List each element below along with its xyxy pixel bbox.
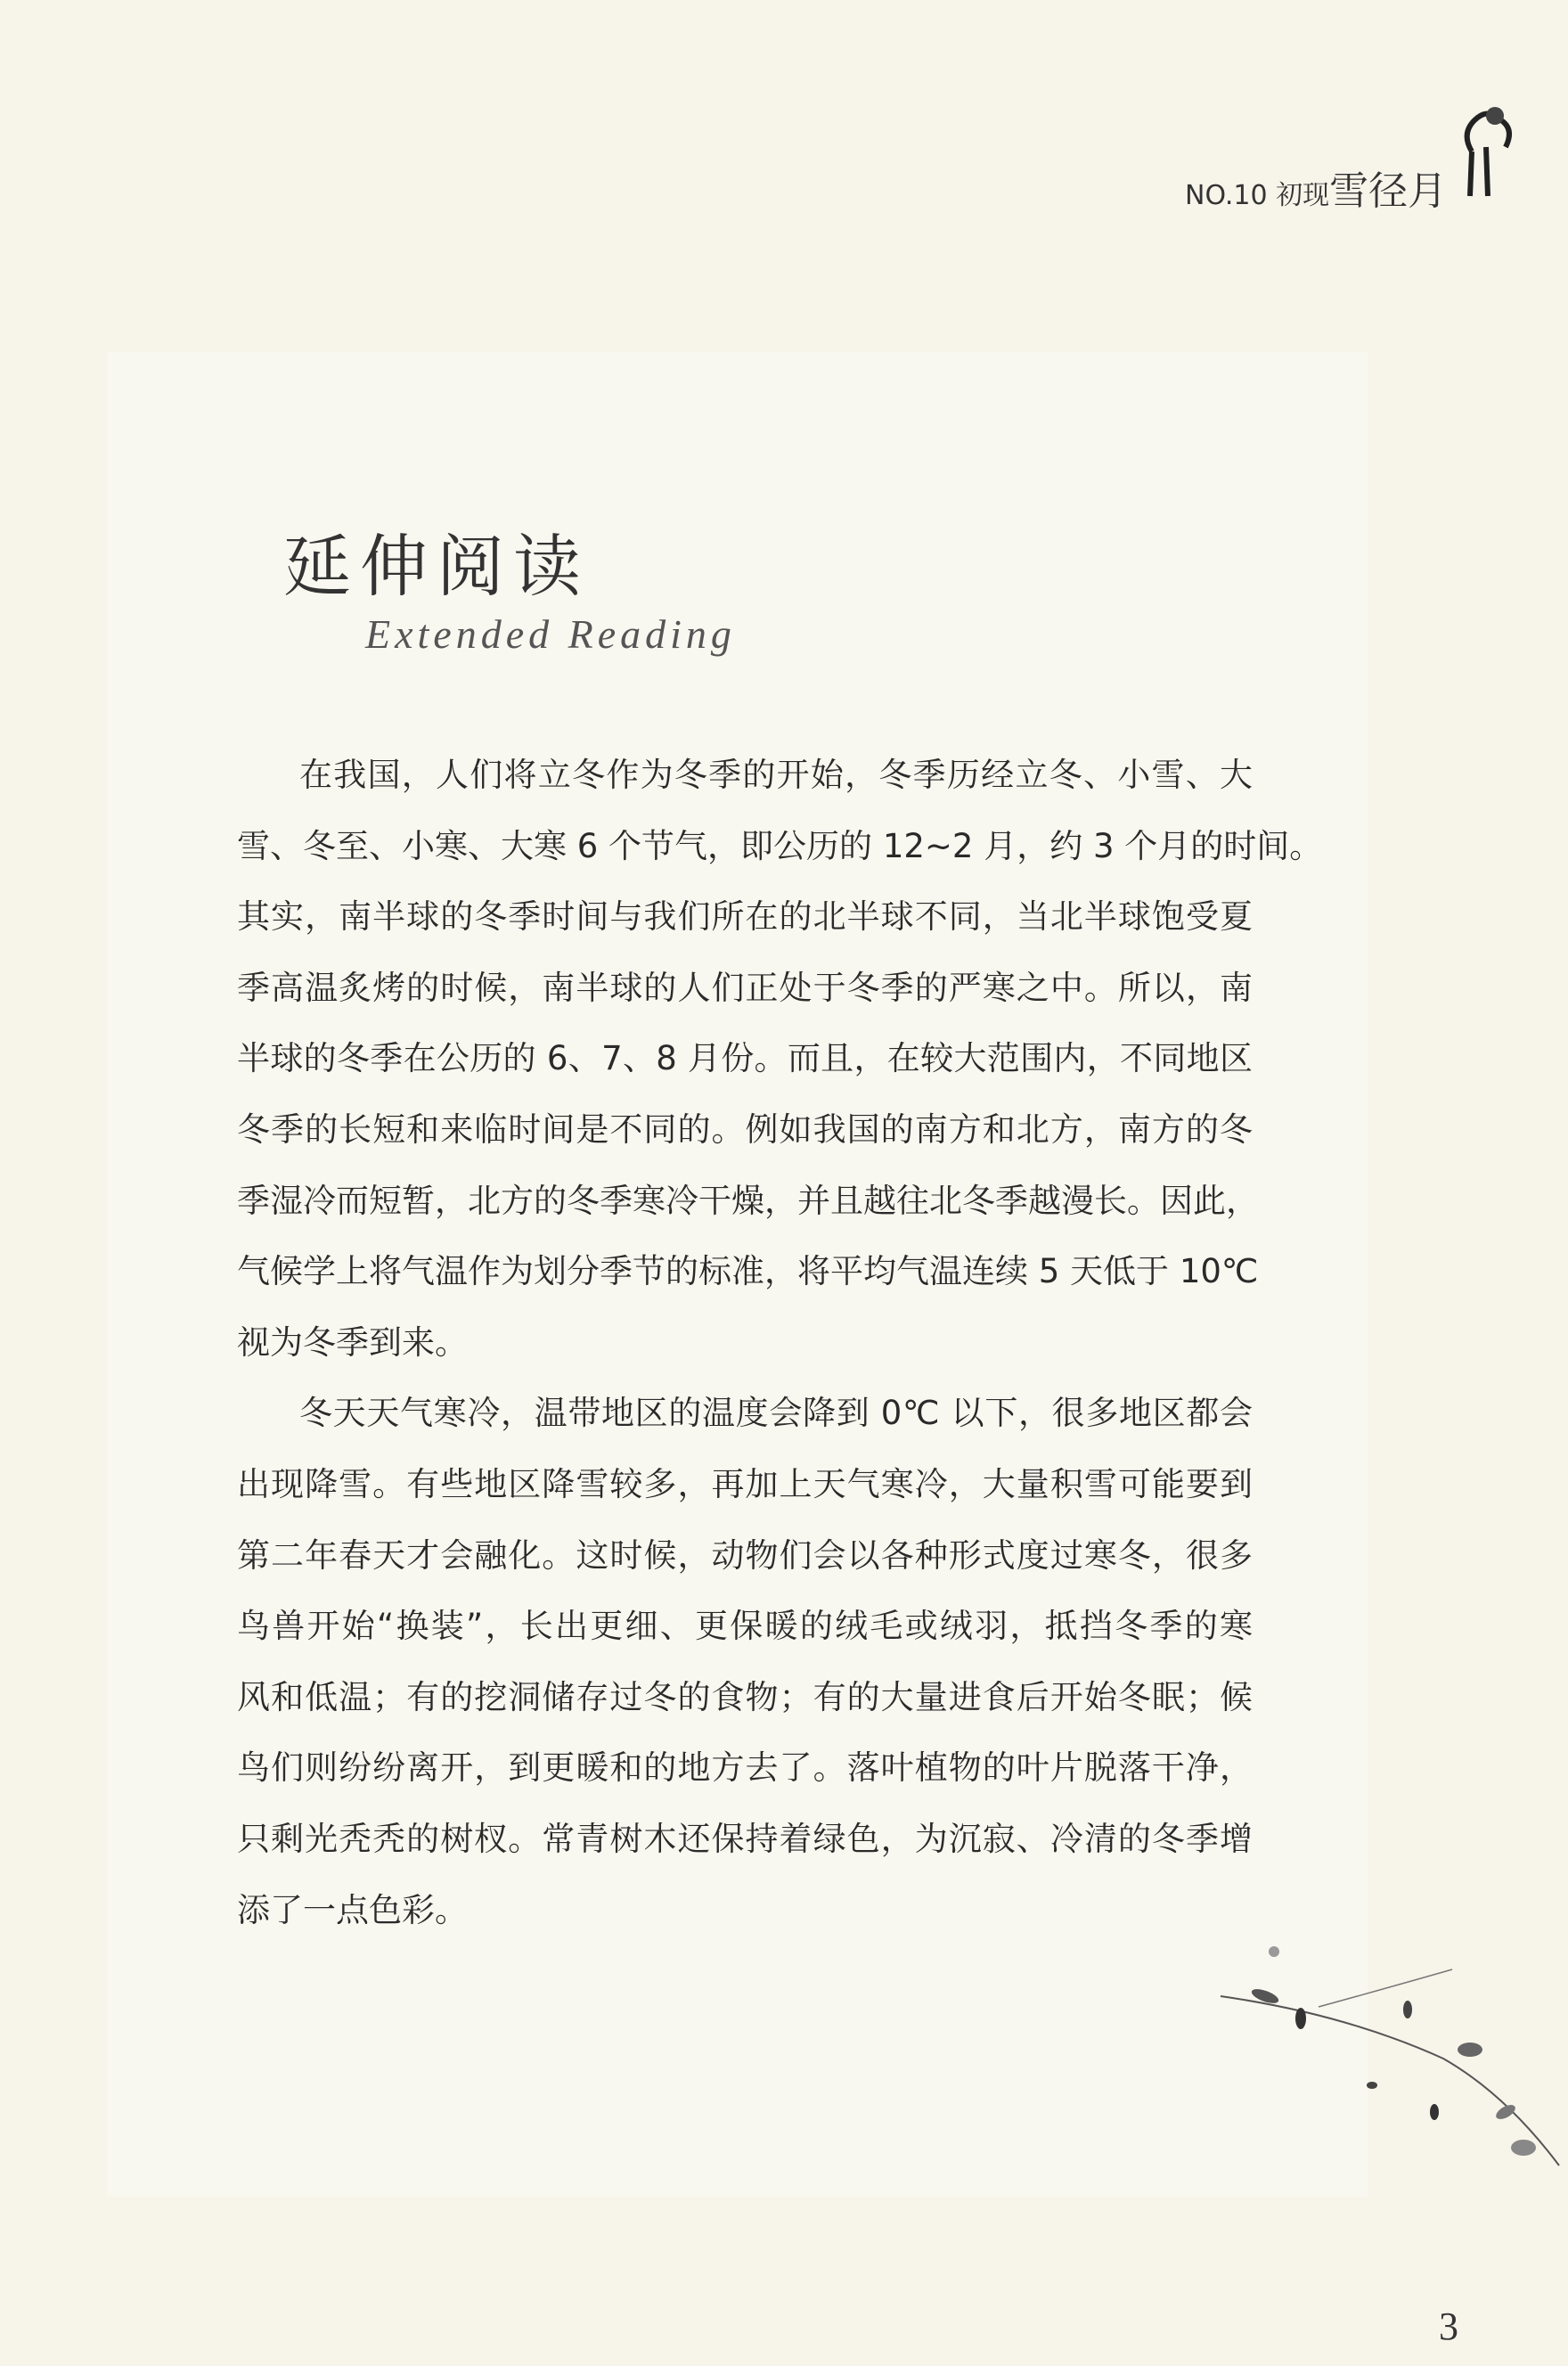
tree-figure-icon (1452, 98, 1523, 205)
text-line: 半球的冬季在公历的 6、7、8 月份。而且，在较大范围内，不同地区 (237, 1039, 1253, 1078)
section-subtitle: Extended Reading (365, 611, 736, 657)
text-line: 添了一点色彩。 (237, 1890, 468, 1929)
text-line: 雪、冬至、小寒、大寒 6 个节气，即公历的 12~2 月，约 3 个月的时间。 (237, 826, 1323, 865)
text-line: 鸟兽开始“换装”，长出更细、更保暖的绒毛或绒羽，抵挡冬季的寒 (237, 1607, 1253, 1646)
text-line: 鸟们则纷纷离开，到更暖和的地方去了。落叶植物的叶片脱落干净， (237, 1748, 1253, 1788)
text-line: 第二年春天才会融化。这时候，动物们会以各种形式度过寒冬，很多 (237, 1535, 1253, 1575)
text-line: 其实，南半球的冬季时间与我们所在的北半球不同，当北半球饱受夏 (237, 897, 1253, 937)
text-line: 在我国，人们将立冬作为冬季的开始，冬季历经立冬、小雪、大 (299, 756, 1253, 794)
text-line: 季湿冷而短暂，北方的冬季寒冷干燥，并且越往北冬季越漫长。因此， (237, 1181, 1259, 1220)
text-line: 只剩光秃秃的树杈。常青树木还保持着绿色，为沉寂、冷清的冬季增 (237, 1820, 1253, 1858)
header-title: 雪径月 (1329, 168, 1448, 214)
text-line: 冬天天气寒冷，温带地区的温度会降到 0℃ 以下，很多地区都会 (299, 1394, 1253, 1433)
leafy-branch-decoration (1212, 1934, 1568, 2228)
running-header (1185, 159, 1447, 216)
text-line: 季高温炙烤的时候，南半球的人们正处于冬季的严寒之中。所以，南 (237, 968, 1253, 1007)
page-number: 3 (1439, 2305, 1458, 2348)
section-title: 延伸阅读 (283, 527, 590, 606)
text-line: 出现降雪。有些地区降雪较多，再加上天气寒冷，大量积雪可能要到 (237, 1465, 1253, 1503)
header-issue: NO.10 初现 (1185, 180, 1330, 211)
text-line: 气候学上将气温作为划分季节的标准，将平均气温连续 5 天低于 10℃ (237, 1252, 1259, 1291)
text-line: 冬季的长短和来临时间是不同的。例如我国的南方和北方，南方的冬 (237, 1110, 1253, 1149)
text-line: 视为冬季到来。 (237, 1322, 468, 1362)
text-line: 风和低温；有的挖洞储存过冬的食物；有的大量进食后开始冬眠；候 (237, 1677, 1253, 1716)
